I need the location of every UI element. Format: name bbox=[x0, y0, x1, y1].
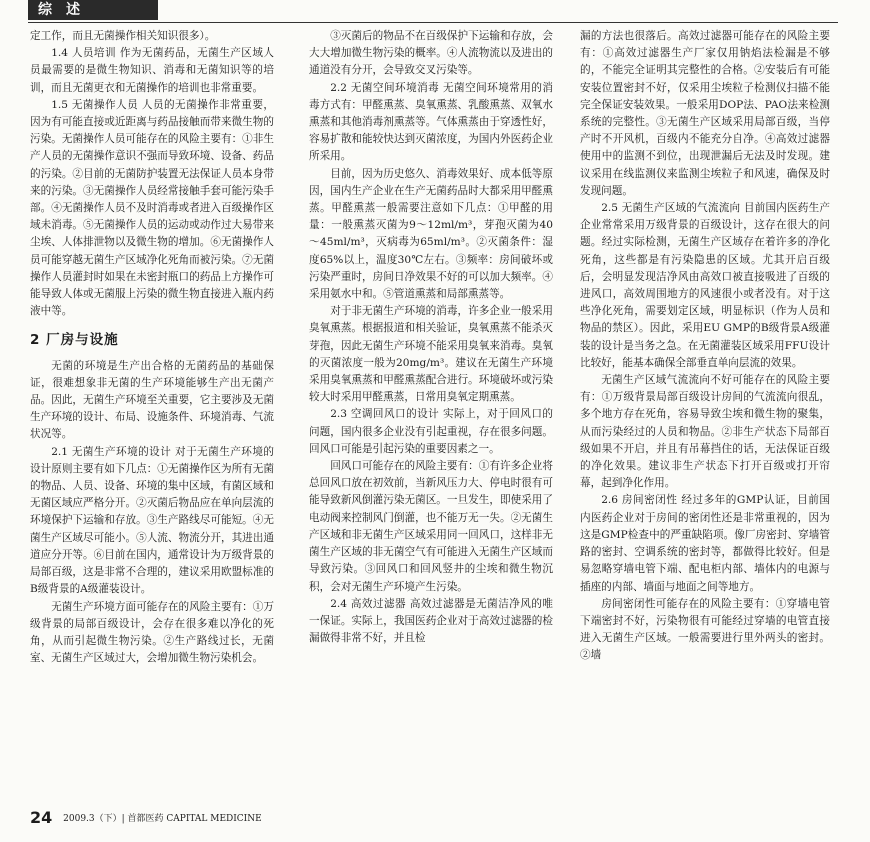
paragraph: 回风口可能存在的风险主要有：①有许多企业将总回风口放在初效前，当新风压力大、停电时很有可能导致新风倒灌污染无菌区。一旦发生，即使采用了电动阀来控制风门倒灌，也不能万无一失。②无菌生产区域和非无菌生产区域采用同一回风口，这样非无菌生产区域的非无菌空气有可能进入无菌生产区域而导致污染。③回风口和回风竖井的尘埃和微生物沉积，会对无菌生产环境产生污染。 bbox=[309, 460, 553, 593]
column-left bbox=[30, 28, 274, 667]
paragraph: 2.3 空调回风口的设计 实际上，对于回风口的问题，国内很多企业没有引起重视，存在很多问题。回风口可能是引起污染的重要因素之一。 bbox=[309, 408, 553, 455]
column-left-top bbox=[30, 28, 274, 320]
paragraph: 2.6 房间密闭性 经过多年的GMP认证，目前国内医药企业对于房间的密闭性还是非常重视的，因为这是GMP检查中的严重缺陷项。像厂房密封、穿墙管路的密封、空调系统的密封等，都做得比较好。但是易忽略穿墙电管下端、配电柜内部、墙体内的电源与插座的内部、墙面与地面之间等地方。 bbox=[580, 494, 830, 593]
paragraph: 目前，因为历史悠久、消毒效果好、成本低等原因，国内生产企业在生产无菌药品时大都采用甲醛熏蒸。甲醛熏蒸一般需要注意如下几点：①甲醛的用量：一般熏蒸灭菌为9～12ml/m³，芽孢灭菌为40～45ml/m³，灭病毒为65ml/m³。②灭菌条件：湿度65%以上，温度30℃左右。③频率：房间破坏或污染严重时，房间日净效果不好的可以加大频率。④采用氨水中和。⑤管道熏蒸和局部熏蒸等。 bbox=[309, 167, 553, 301]
paragraph: 2.4 高效过滤器 高效过滤器是无菌洁净风的唯一保证。实际上，我国医药企业对于高效过滤器的检漏做得非常不好，并且检 bbox=[309, 597, 553, 645]
paragraph: 2.1 无菌生产环境的设计 对于无菌生产环境的设计原则主要有如下几点：①无菌操作区为所有无菌的物品、人员、设备、环境的集中区域，有菌区域和无菌区域应严格分开。②灭菌后物品应在单向层流的环境保护下运输和存放。③生产路线尽可能短。④无菌生产区域尽可能小。⑤人流、物流分开，其进出通道应分开等。⑥目前在国内，通常设计为万级背景的局部百级，这是非常不合理的，建议采用欧盟标准的B级背景的A级灌装设计。 bbox=[30, 445, 274, 596]
page-number: 24 bbox=[30, 808, 53, 827]
header-rule bbox=[28, 22, 838, 23]
paragraph: 定工作，而且无菌操作相关知识很多）。 bbox=[30, 30, 216, 42]
journal-source: 2009.3（下）| 首都医药 CAPITAL MEDICINE bbox=[63, 814, 262, 824]
section-header bbox=[28, 0, 158, 20]
paragraph: 对于非无菌生产环境的消毒，许多企业一般采用臭氧熏蒸。根据报道和相关验证，臭氧熏蒸不能杀灭芽孢，因此无菌生产环境不能采用臭氧来消毒。臭氧的灭菌浓度一般为20mg/m³。建议在无菌生产环境采用臭氧熏蒸和甲醛熏蒸配合进行。环境破坏或污染较大时采用甲醛熏蒸，日常用臭氧定期熏蒸。 bbox=[309, 305, 553, 404]
paragraph: 漏的方法也很落后。高效过滤器可能存在的风险主要有：①高效过滤器生产厂家仅用钠焰法检漏是不够的，不能完全证明其完整性的合格。②安装后有可能安装位置密封不好，仅采用尘埃粒子检测仪扫描不能完全保证安装效果。一般采用DOP法、PAO法来检测系统的完整性。③无菌生产区域采用局部百级，当停产时不开风机，百级内不能充分自净。④高效过滤器使用中的监测不到位，出现泄漏后无法及时发现。建议采用在线监测仪来监测尘埃粒子和风速，确保及时发现问题。 bbox=[580, 30, 830, 197]
paragraph: 2.5 无菌生产区域的气流流向 目前国内医药生产企业常常采用万级背景的百级设计，这存在很大的问题。经过实际检测，无菌生产区域存在着许多的净化死角，这些都是有污染隐患的区域。尤其开启百级后，会明显发现洁净风由高效口被直接吸进了百级的进风口，高效周围地方的风速很小或者没有。对于这些净化死角，需要划定区域，明显标识（作为人员和物品的禁区）。因此，采用EU GMP的B级背景A级灌装的设计是当务之急。在无菌灌装区域采用FFU设计比较好，能基本确保全部垂直单向层流的效果。 bbox=[580, 202, 830, 369]
paragraph: 无菌生产区域气流流向不好可能存在的风险主要有：①万级背景局部百级设计房间的气流流向很乱，多个地方存在死角，容易导致尘埃和微生物的聚集，从而污染经过的人员和物品。②非生产状态下局部百级如果不开启，并且有吊幕挡住的话，无法保证百级的净化效果。建议非生产状态下打开百级或打开帘幕，起到净化作用。 bbox=[580, 374, 830, 490]
paragraph: 房间密闭性可能存在的风险主要有：①穿墙电管下端密封不好，污染物很有可能经过穿墙的电管直接进入无菌生产区域。一般需要进行里外两头的密封。②墙 bbox=[580, 597, 830, 662]
paragraph: ③灭菌后的物品不在百级保护下运输和存放，会大大增加微生物污染的概率。④人流物流以及进出的通道没有分开，会导致交叉污染等。 bbox=[309, 30, 553, 77]
page-footer bbox=[30, 808, 840, 827]
paragraph: 1.5 无菌操作人员 人员的无菌操作非常重要，因为有可能直接或近距离与药品接触而带来微生物的污染。无菌操作人员可能存在的风险主要有：①非生产人员的无菌操作意识不强而导致环境、设备、药品的污染。②目前的无菌防护装置无法保证人员本身带来的污染。③无菌操作人员经常接触手套可能污染手部。④无菌操作人员不及时消毒或者进入百级操作区域未消毒。⑤无菌操作人员的运动或动作过大易带来尘埃、人体排泄物以及微生物的增加。⑥无菌操作人员可能穿越无菌生产区域净化死角而被污染。⑦无菌操作人员灌封时如果在未密封瓶口的药品上方操作可能导致人体或无菌服上污染的微生物直接进入瓶内药液中等。 bbox=[30, 98, 274, 318]
section-header-label: 综述 bbox=[38, 2, 94, 18]
paragraph: 无菌生产环境方面可能存在的风险主要有：①万级背景的局部百级设计，会存在很多难以净化的死角，从而引起微生物污染。②生产路线过长，无菌室、无菌生产区域过大，会增加微生物污染机会。 bbox=[30, 600, 274, 665]
column-middle bbox=[309, 28, 553, 647]
paragraph: 1.4 人员培训 作为无菌药品，无菌生产区域人员最需要的是微生物知识、消毒和无菌知识等的培训，而且无菌更衣和无菌操作的培训也非常重要。 bbox=[30, 47, 274, 94]
section-2-title: 2 厂房与设施 bbox=[30, 332, 119, 349]
column-left-bottom bbox=[30, 358, 274, 668]
paragraph: 无菌的环境是生产出合格的无菌药品的基础保证，很难想象非无菌的生产环境能够生产出无菌产品。因此，无菌生产环境至关重要，它主要涉及无菌生产环境的设计、布局、设施条件、环境消毒、气流状况等。 bbox=[30, 359, 274, 441]
column-right bbox=[580, 28, 830, 665]
paragraph: 2.2 无菌空间环境消毒 无菌空间环境常用的消毒方式有：甲醛熏蒸、臭氧熏蒸、乳酸熏蒸、双氧水熏蒸和其他消毒剂熏蒸等。气体熏蒸由于穿透性好，容易扩散和能较快达到灭菌浓度，为国内外医药企业所采用。 bbox=[309, 81, 553, 163]
